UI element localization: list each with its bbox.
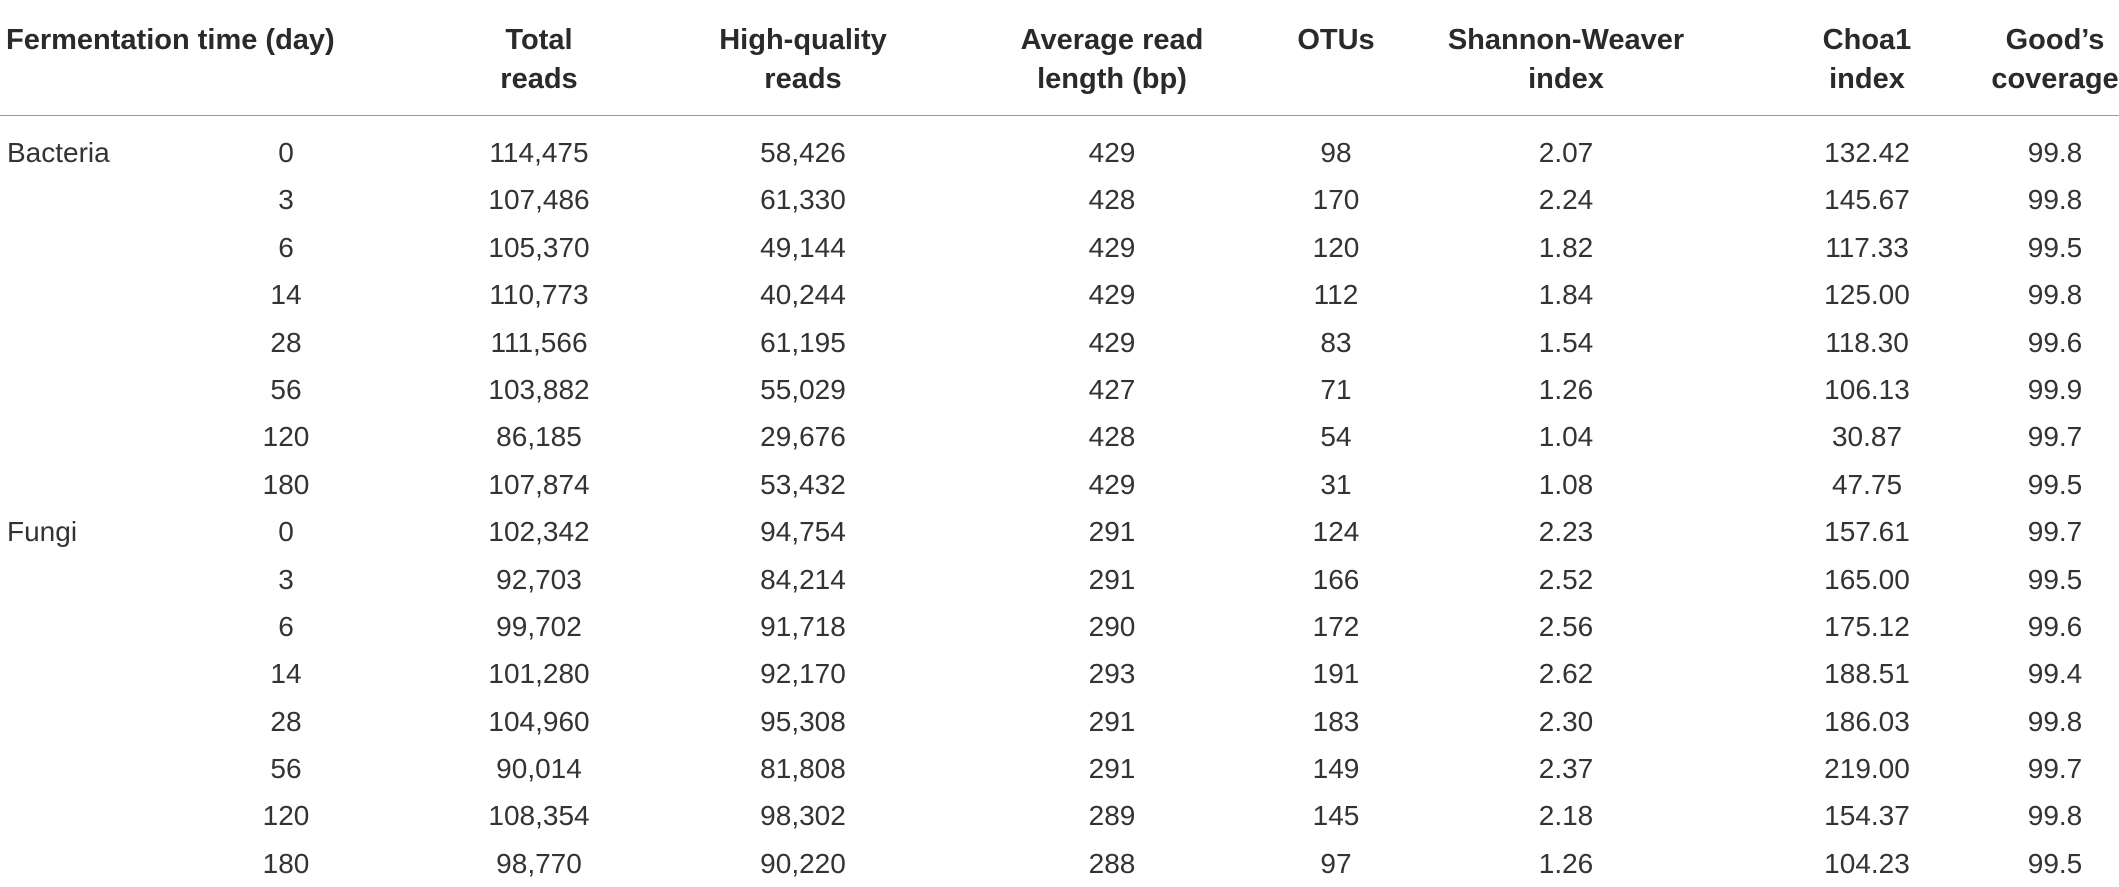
- cell-goods-coverage: 99.5: [2027, 468, 2083, 500]
- cell-fermentation-day: 120: [262, 421, 310, 453]
- cell-total-reads: 102,342: [488, 516, 590, 548]
- cell-shannon-weaver: 2.52: [1538, 563, 1594, 595]
- cell-fermentation-day: 6: [278, 610, 294, 642]
- cell-otus: 172: [1312, 610, 1360, 642]
- table-row: [0, 508, 2119, 555]
- cell-otus: 31: [1320, 468, 1352, 500]
- cell-choa1-index: 165.00: [1824, 563, 1910, 595]
- cell-total-reads: 92,703: [496, 563, 582, 595]
- cell-high-quality-reads: 40,244: [760, 279, 846, 311]
- cell-total-reads: 114,475: [489, 137, 589, 168]
- cell-average-read-length: 291: [1088, 563, 1136, 595]
- cell-choa1-index: 30.87: [1831, 421, 1903, 453]
- cell-high-quality-reads: 29,676: [760, 421, 846, 453]
- cell-shannon-weaver: 1.82: [1538, 231, 1594, 263]
- cell-total-reads: 98,770: [496, 847, 582, 879]
- cell-total-reads: 107,874: [488, 468, 590, 500]
- cell-average-read-length: 288: [1088, 847, 1136, 879]
- cell-total-reads: 101,280: [488, 658, 590, 690]
- cell-high-quality-reads: 98,302: [760, 800, 846, 832]
- cell-fermentation-day: 14: [270, 279, 302, 311]
- cell-fermentation-day: 3: [278, 184, 294, 216]
- cell-goods-coverage: 99.7: [2027, 516, 2083, 548]
- cell-average-read-length: 429: [1088, 326, 1136, 358]
- cell-shannon-weaver: 1.84: [1538, 279, 1594, 311]
- header-goods-coverage: Good’s coverage: [1991, 24, 2119, 95]
- cell-high-quality-reads: 81,808: [760, 753, 846, 785]
- cell-choa1-index: 104.23: [1824, 847, 1910, 879]
- cell-goods-coverage: 99.5: [2027, 847, 2083, 879]
- cell-shannon-weaver: 1.26: [1538, 847, 1594, 879]
- cell-goods-coverage: 99.5: [2027, 563, 2083, 595]
- cell-otus: 170: [1312, 184, 1360, 216]
- cell-high-quality-reads: 84,214: [760, 563, 846, 595]
- cell-goods-coverage: 99.5: [2027, 231, 2083, 263]
- cell-shannon-weaver: 2.24: [1538, 184, 1594, 216]
- cell-high-quality-reads: 49,144: [760, 231, 846, 263]
- cell-goods-coverage: 99.8: [2027, 184, 2083, 216]
- header-high-quality-reads: High-quality reads: [719, 24, 887, 95]
- cell-otus: 98: [1320, 137, 1352, 168]
- cell-otus: 149: [1312, 753, 1360, 785]
- cell-high-quality-reads: 58,426: [760, 137, 846, 168]
- cell-shannon-weaver: 2.37: [1538, 753, 1594, 785]
- cell-fermentation-day: 56: [270, 373, 302, 405]
- cell-average-read-length: 291: [1088, 753, 1136, 785]
- cell-high-quality-reads: 53,432: [760, 468, 846, 500]
- cell-total-reads: 110,773: [489, 279, 589, 311]
- cell-goods-coverage: 99.7: [2027, 753, 2083, 785]
- cell-goods-coverage: 99.4: [2027, 658, 2083, 690]
- cell-high-quality-reads: 61,330: [760, 184, 846, 216]
- cell-otus: 54: [1320, 421, 1352, 453]
- cell-high-quality-reads: 94,754: [760, 516, 846, 548]
- table-row: [0, 319, 2119, 366]
- table-row: [0, 745, 2119, 792]
- cell-average-read-length: 428: [1088, 184, 1136, 216]
- cell-otus: 145: [1312, 800, 1360, 832]
- cell-fermentation-day: 56: [270, 753, 302, 785]
- table-row: [0, 176, 2119, 223]
- header-otus: OTUs: [1297, 24, 1375, 56]
- table-row: [0, 840, 2119, 887]
- cell-goods-coverage: 99.6: [2027, 326, 2083, 358]
- cell-otus: 183: [1312, 705, 1360, 737]
- cell-shannon-weaver: 2.23: [1538, 516, 1594, 548]
- cell-goods-coverage: 99.8: [2027, 137, 2083, 168]
- cell-shannon-weaver: 2.18: [1538, 800, 1594, 832]
- cell-choa1-index: 125.00: [1824, 279, 1910, 311]
- cell-otus: 124: [1312, 516, 1360, 548]
- table-row: [0, 603, 2119, 650]
- cell-shannon-weaver: 2.56: [1538, 610, 1594, 642]
- table-row: [0, 792, 2119, 839]
- cell-high-quality-reads: 90,220: [760, 847, 846, 879]
- header-shannon-weaver: Shannon-Weaver index: [1447, 24, 1685, 95]
- cell-choa1-index: 188.51: [1824, 658, 1910, 690]
- cell-average-read-length: 293: [1088, 658, 1136, 690]
- cell-group: Fungi: [7, 516, 78, 548]
- cell-average-read-length: 429: [1088, 468, 1136, 500]
- cell-fermentation-day: 14: [270, 658, 302, 690]
- cell-total-reads: 107,486: [488, 184, 590, 216]
- cell-choa1-index: 132.42: [1824, 137, 1910, 168]
- cell-fermentation-day: 3: [278, 563, 294, 595]
- cell-total-reads: 108,354: [488, 800, 590, 832]
- cell-choa1-index: 47.75: [1831, 468, 1903, 500]
- cell-total-reads: 99,702: [496, 610, 582, 642]
- cell-choa1-index: 145.67: [1824, 184, 1910, 216]
- cell-fermentation-day: 0: [278, 137, 294, 168]
- cell-goods-coverage: 99.8: [2027, 800, 2083, 832]
- table-row: [0, 413, 2119, 460]
- cell-total-reads: 103,882: [488, 373, 590, 405]
- table-row: [0, 129, 2119, 176]
- cell-fermentation-day: 6: [278, 231, 294, 263]
- cell-goods-coverage: 99.6: [2027, 610, 2083, 642]
- cell-otus: 166: [1312, 563, 1360, 595]
- cell-shannon-weaver: 2.62: [1538, 658, 1594, 690]
- cell-average-read-length: 429: [1088, 137, 1136, 168]
- cell-shannon-weaver: 1.04: [1538, 421, 1594, 453]
- cell-choa1-index: 117.33: [1825, 231, 1909, 263]
- table-row: [0, 366, 2119, 413]
- cell-otus: 120: [1312, 231, 1360, 263]
- cell-choa1-index: 118.30: [1825, 326, 1909, 358]
- cell-fermentation-day: 180: [262, 847, 310, 879]
- cell-otus: 112: [1313, 279, 1359, 311]
- cell-goods-coverage: 99.8: [2027, 705, 2083, 737]
- header-average-read-length: Average read length (bp): [1020, 24, 1204, 95]
- table-row: [0, 650, 2119, 697]
- cell-choa1-index: 106.13: [1824, 373, 1910, 405]
- cell-choa1-index: 186.03: [1824, 705, 1910, 737]
- cell-choa1-index: 175.12: [1824, 610, 1910, 642]
- cell-goods-coverage: 99.8: [2027, 279, 2083, 311]
- header-total-reads: Total reads: [500, 24, 578, 95]
- cell-goods-coverage: 99.9: [2027, 373, 2083, 405]
- cell-otus: 97: [1320, 847, 1352, 879]
- cell-high-quality-reads: 55,029: [760, 373, 846, 405]
- header-choa1-index: Choa1 index: [1822, 24, 1912, 95]
- cell-total-reads: 105,370: [488, 231, 590, 263]
- cell-fermentation-day: 120: [262, 800, 310, 832]
- cell-total-reads: 104,960: [488, 705, 590, 737]
- cell-shannon-weaver: 1.26: [1538, 373, 1594, 405]
- cell-shannon-weaver: 1.54: [1538, 326, 1594, 358]
- table-row: [0, 461, 2119, 508]
- cell-average-read-length: 429: [1088, 231, 1136, 263]
- cell-fermentation-day: 28: [270, 326, 302, 358]
- cell-otus: 191: [1312, 658, 1360, 690]
- cell-goods-coverage: 99.7: [2027, 421, 2083, 453]
- cell-average-read-length: 291: [1088, 705, 1136, 737]
- header-fermentation-time: Fermentation time (day): [6, 24, 335, 56]
- cell-average-read-length: 289: [1088, 800, 1136, 832]
- table-row: [0, 556, 2119, 603]
- cell-high-quality-reads: 92,170: [760, 658, 846, 690]
- cell-otus: 83: [1320, 326, 1352, 358]
- cell-total-reads: 86,185: [496, 421, 582, 453]
- table-row: [0, 271, 2119, 318]
- table-row: [0, 698, 2119, 745]
- cell-shannon-weaver: 2.30: [1538, 705, 1594, 737]
- cell-fermentation-day: 28: [270, 705, 302, 737]
- cell-average-read-length: 429: [1088, 279, 1136, 311]
- table-body: [0, 129, 2119, 887]
- cell-high-quality-reads: 91,718: [760, 610, 846, 642]
- cell-fermentation-day: 0: [278, 516, 294, 548]
- cell-total-reads: 111,566: [490, 326, 588, 358]
- cell-fermentation-day: 180: [262, 468, 310, 500]
- cell-shannon-weaver: 2.07: [1538, 137, 1594, 168]
- cell-high-quality-reads: 95,308: [760, 705, 846, 737]
- cell-otus: 71: [1320, 373, 1352, 405]
- cell-group: Bacteria: [7, 137, 110, 168]
- cell-shannon-weaver: 1.08: [1538, 468, 1594, 500]
- cell-average-read-length: 291: [1088, 516, 1136, 548]
- cell-average-read-length: 428: [1088, 421, 1136, 453]
- cell-total-reads: 90,014: [496, 753, 582, 785]
- cell-high-quality-reads: 61,195: [760, 326, 846, 358]
- cell-choa1-index: 219.00: [1824, 753, 1910, 785]
- cell-average-read-length: 290: [1088, 610, 1136, 642]
- cell-choa1-index: 154.37: [1824, 800, 1910, 832]
- cell-average-read-length: 427: [1088, 373, 1136, 405]
- table-row: [0, 224, 2119, 271]
- table-header: [0, 0, 2119, 116]
- cell-choa1-index: 157.61: [1824, 516, 1910, 548]
